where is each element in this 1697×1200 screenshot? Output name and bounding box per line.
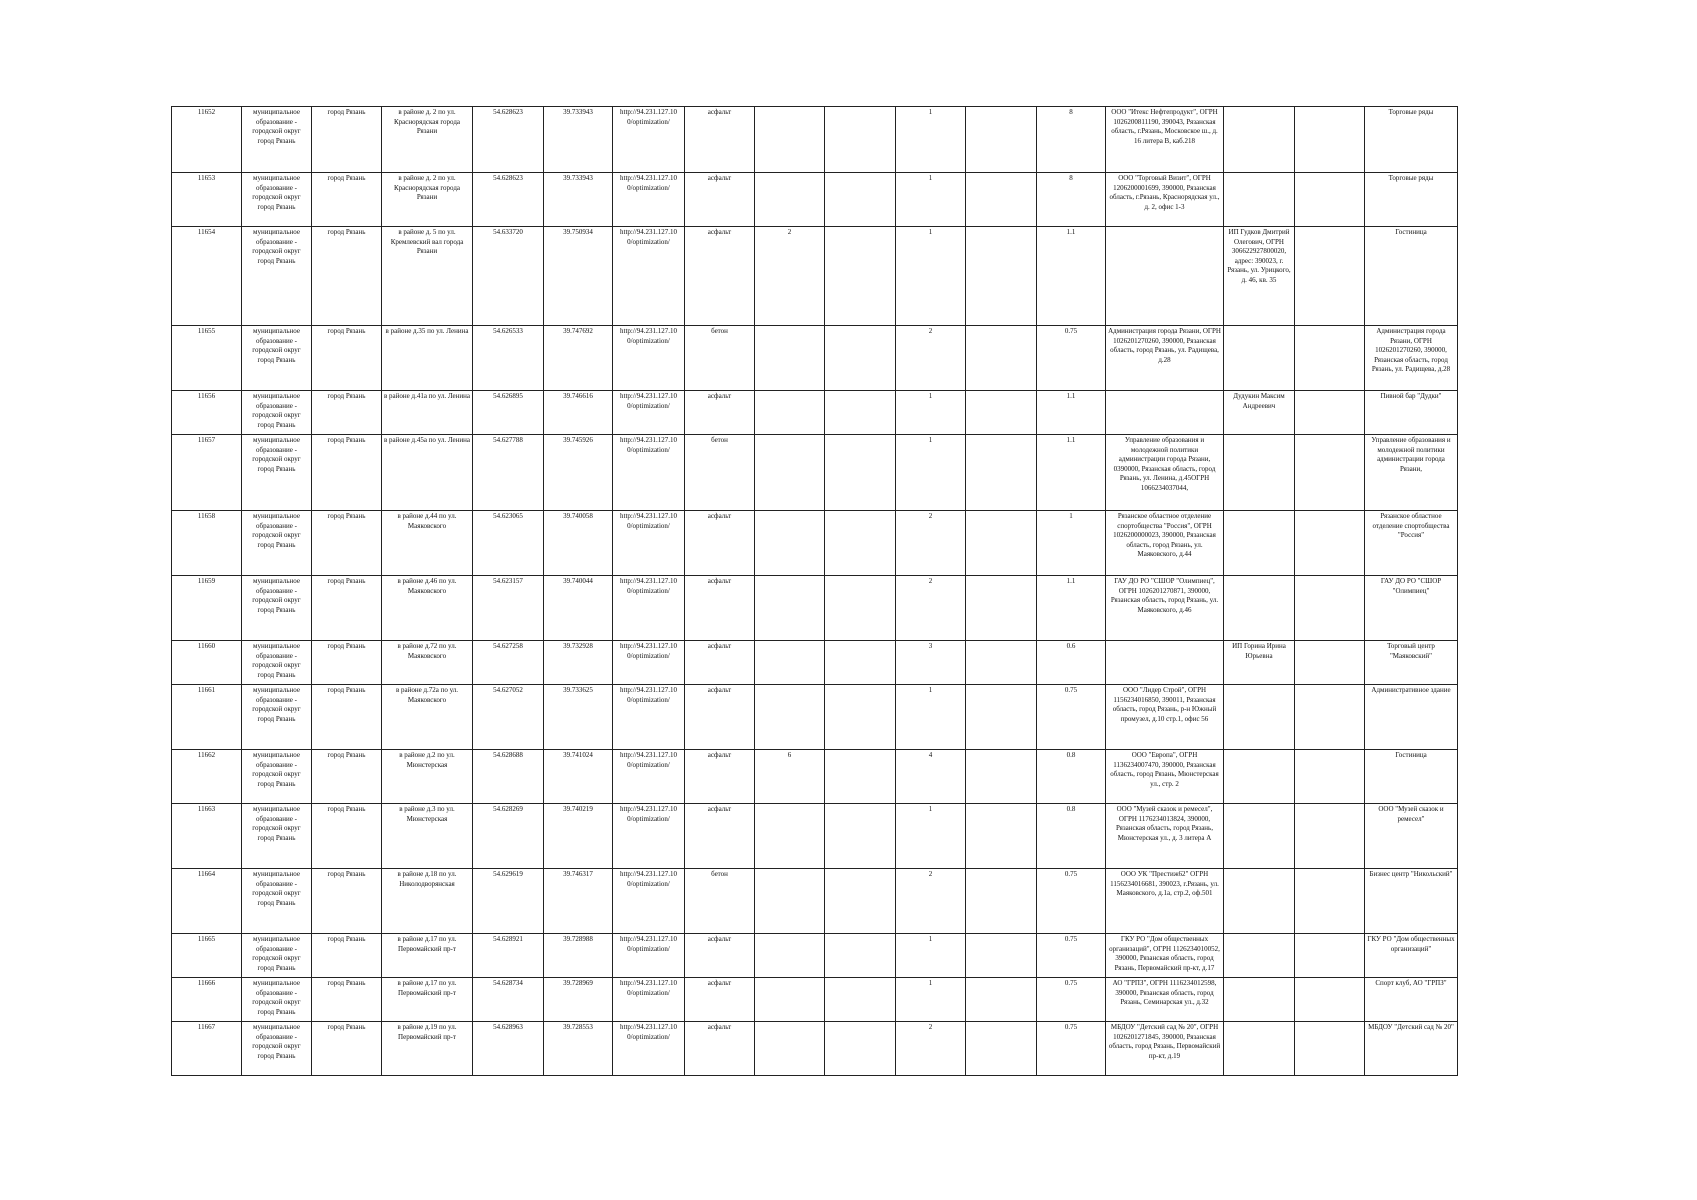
- cell-owner_ip: [1224, 978, 1295, 1022]
- cell-id: 11652: [172, 107, 242, 173]
- cell-settlement: город Рязань: [312, 1022, 382, 1076]
- cell-owner_ip: [1224, 934, 1295, 978]
- cell-c13: 8: [1037, 173, 1106, 227]
- cell-c10: [825, 978, 896, 1022]
- cell-owner_ip: [1224, 576, 1295, 641]
- cell-owner_ip: [1224, 511, 1295, 576]
- cell-c12: [966, 685, 1037, 750]
- cell-surface: асфальт: [685, 685, 755, 750]
- cell-lat: 54.628688: [473, 750, 544, 804]
- cell-id: 11665: [172, 934, 242, 978]
- cell-c11: 1: [896, 227, 966, 326]
- cell-surface: асфальт: [685, 173, 755, 227]
- cell-link: http://94.231.127.10 0/optimization/: [613, 227, 685, 326]
- cell-owner_org: ООО "Торговый Визит", ОГРН 1206200001699, 390000, Рязанская область, г.Рязань, Краснорядская ул., д. 2, офис 1-3: [1106, 173, 1224, 227]
- cell-link: http://94.231.127.10 0/optimization/: [613, 435, 685, 511]
- cell-c10: [825, 391, 896, 435]
- cell-c11: 2: [896, 326, 966, 391]
- cell-c16: [1295, 391, 1365, 435]
- table-row: [172, 869, 1458, 934]
- cell-c11: 3: [896, 641, 966, 685]
- cell-c13: 0.8: [1037, 804, 1106, 869]
- cell-c12: [966, 978, 1037, 1022]
- cell-c16: [1295, 511, 1365, 576]
- cell-lat: 54.628269: [473, 804, 544, 869]
- cell-lat: 54.629619: [473, 869, 544, 934]
- cell-c10: [825, 227, 896, 326]
- cell-address: в районе д.18 по ул. Николодворянская: [382, 869, 473, 934]
- cell-link: http://94.231.127.10 0/optimization/: [613, 326, 685, 391]
- cell-c11: 2: [896, 869, 966, 934]
- cell-settlement: город Рязань: [312, 750, 382, 804]
- cell-c16: [1295, 435, 1365, 511]
- cell-address: в районе д.19 по ул. Первомайский пр-т: [382, 1022, 473, 1076]
- cell-settlement: город Рязань: [312, 391, 382, 435]
- cell-link: http://94.231.127.10 0/optimization/: [613, 576, 685, 641]
- cell-id: 11657: [172, 435, 242, 511]
- cell-c10: [825, 685, 896, 750]
- cell-c9: [755, 511, 825, 576]
- cell-owner_ip: [1224, 1022, 1295, 1076]
- cell-municipality: муниципальное образование - городской округ город Рязань: [242, 576, 312, 641]
- cell-c12: [966, 869, 1037, 934]
- cell-owner_ip: Дудукин Максим Андреевич: [1224, 391, 1295, 435]
- cell-owner_org: Рязанское областное отделение спортобщества "Россия", ОГРН 1026200000023, 390000, Рязанская область, город Рязань, ул. Маяковского, д.44: [1106, 511, 1224, 576]
- cell-c9: [755, 641, 825, 685]
- cell-link: http://94.231.127.10 0/optimization/: [613, 511, 685, 576]
- cell-address: в районе д.3 по ул. Мюнстерская: [382, 804, 473, 869]
- cell-surface: асфальт: [685, 391, 755, 435]
- cell-municipality: муниципальное образование - городской округ город Рязань: [242, 326, 312, 391]
- cell-c16: [1295, 934, 1365, 978]
- cell-surface: асфальт: [685, 1022, 755, 1076]
- cell-owner_ip: [1224, 750, 1295, 804]
- cell-c9: 2: [755, 227, 825, 326]
- cell-settlement: город Рязань: [312, 227, 382, 326]
- cell-id: 11654: [172, 227, 242, 326]
- cell-municipality: муниципальное образование - городской округ город Рязань: [242, 391, 312, 435]
- cell-municipality: муниципальное образование - городской округ город Рязань: [242, 435, 312, 511]
- cell-owner_org: ООО УК "Престиж62" ОГРН 1156234016681, 390023, г.Рязань, ул. Маяковского, д.1а, стр.2, оф.501: [1106, 869, 1224, 934]
- cell-c11: 1: [896, 173, 966, 227]
- cell-c11: 1: [896, 978, 966, 1022]
- cell-surface: асфальт: [685, 511, 755, 576]
- cell-lon: 39.746317: [544, 869, 613, 934]
- cell-c9: [755, 978, 825, 1022]
- cell-object: Управление образования и молодежной политики администрации города Рязани,: [1365, 435, 1458, 511]
- cell-owner_ip: [1224, 435, 1295, 511]
- cell-c16: [1295, 326, 1365, 391]
- cell-c13: 0.6: [1037, 641, 1106, 685]
- table-row: [172, 1022, 1458, 1076]
- cell-link: http://94.231.127.10 0/optimization/: [613, 641, 685, 685]
- cell-owner_org: ООО "Европа", ОГРН 1136234007470, 390000, Рязанская область, город Рязань, Мюнстерская ул., стр. 2: [1106, 750, 1224, 804]
- cell-settlement: город Рязань: [312, 511, 382, 576]
- cell-id: 11660: [172, 641, 242, 685]
- cell-surface: асфальт: [685, 641, 755, 685]
- table-row: [172, 391, 1458, 435]
- cell-c9: [755, 326, 825, 391]
- cell-object: Пивной бар "Дудки": [1365, 391, 1458, 435]
- cell-owner_ip: ИП Горина Ирина Юрьевна: [1224, 641, 1295, 685]
- cell-municipality: муниципальное образование - городской округ город Рязань: [242, 641, 312, 685]
- cell-c13: 1.1: [1037, 227, 1106, 326]
- cell-link: http://94.231.127.10 0/optimization/: [613, 391, 685, 435]
- cell-c10: [825, 641, 896, 685]
- cell-c16: [1295, 641, 1365, 685]
- cell-c9: [755, 934, 825, 978]
- cell-id: 11656: [172, 391, 242, 435]
- cell-owner_ip: [1224, 869, 1295, 934]
- cell-lat: 54.628734: [473, 978, 544, 1022]
- cell-lon: 39.745926: [544, 435, 613, 511]
- cell-id: 11659: [172, 576, 242, 641]
- cell-owner_org: МБДОУ "Детский сад № 20", ОГРН 1026201271845, 390000, Рязанская область, город Рязань, Первомайский пр-кт, д.19: [1106, 1022, 1224, 1076]
- cell-link: http://94.231.127.10 0/optimization/: [613, 978, 685, 1022]
- cell-lat: 54.623157: [473, 576, 544, 641]
- cell-owner_ip: [1224, 326, 1295, 391]
- cell-address: в районе д.72 по ул. Маяковского: [382, 641, 473, 685]
- cell-c9: [755, 804, 825, 869]
- cell-id: 11667: [172, 1022, 242, 1076]
- cell-link: http://94.231.127.10 0/optimization/: [613, 173, 685, 227]
- cell-settlement: город Рязань: [312, 641, 382, 685]
- cell-municipality: муниципальное образование - городской округ город Рязань: [242, 934, 312, 978]
- cell-c10: [825, 435, 896, 511]
- cell-object: Гостиница: [1365, 227, 1458, 326]
- cell-lon: 39.733943: [544, 173, 613, 227]
- cell-lon: 39.746616: [544, 391, 613, 435]
- cell-surface: асфальт: [685, 107, 755, 173]
- cell-municipality: муниципальное образование - городской округ город Рязань: [242, 227, 312, 326]
- cell-settlement: город Рязань: [312, 173, 382, 227]
- cell-owner_org: ГАУ ДО РО "СШОР "Олимпиец", ОГРН 1026201270871, 390000, Рязанская область, город Рязань, ул. Маяковского, д.46: [1106, 576, 1224, 641]
- cell-c9: [755, 107, 825, 173]
- registry-table: [171, 106, 1458, 1076]
- cell-lon: 39.733625: [544, 685, 613, 750]
- cell-c12: [966, 576, 1037, 641]
- cell-c12: [966, 173, 1037, 227]
- table-row: [172, 435, 1458, 511]
- cell-owner_org: ООО "Итекс Нефтепродукт", ОГРН 1026200811190, 390043, Рязанская область, г.Рязань, Московское ш., д. 16 литера В, каб.218: [1106, 107, 1224, 173]
- cell-address: в районе д.35 по ул. Ленина: [382, 326, 473, 391]
- cell-c11: 1: [896, 804, 966, 869]
- cell-c12: [966, 750, 1037, 804]
- cell-surface: бетон: [685, 869, 755, 934]
- cell-lon: 39.732928: [544, 641, 613, 685]
- cell-owner_org: ООО "Музей сказок и ремесел", ОГРН 1176234013824, 390000, Рязанская область, город Рязань, Мюнстерская ул., д. 3 литера А: [1106, 804, 1224, 869]
- cell-c16: [1295, 1022, 1365, 1076]
- cell-owner_org: [1106, 641, 1224, 685]
- cell-c11: 2: [896, 576, 966, 641]
- cell-owner_ip: [1224, 107, 1295, 173]
- cell-id: 11662: [172, 750, 242, 804]
- cell-c16: [1295, 978, 1365, 1022]
- cell-c13: 0.75: [1037, 869, 1106, 934]
- cell-c13: 1.1: [1037, 576, 1106, 641]
- cell-owner_org: Администрация города Рязани, ОГРН 1026201270260, 390000, Рязанская область, город Рязань, ул. Радищева, д.28: [1106, 326, 1224, 391]
- cell-owner_ip: [1224, 685, 1295, 750]
- cell-lon: 39.747692: [544, 326, 613, 391]
- table-row: [172, 685, 1458, 750]
- cell-id: 11655: [172, 326, 242, 391]
- cell-c16: [1295, 804, 1365, 869]
- cell-address: в районе д.2 по ул. Мюнстерская: [382, 750, 473, 804]
- cell-c10: [825, 934, 896, 978]
- cell-municipality: муниципальное образование - городской округ город Рязань: [242, 750, 312, 804]
- cell-c11: 1: [896, 107, 966, 173]
- cell-c10: [825, 804, 896, 869]
- cell-lon: 39.728988: [544, 934, 613, 978]
- cell-settlement: город Рязань: [312, 685, 382, 750]
- cell-link: http://94.231.127.10 0/optimization/: [613, 934, 685, 978]
- cell-c11: 1: [896, 435, 966, 511]
- registry-sheet: [171, 106, 1457, 1076]
- cell-lat: 54.627788: [473, 435, 544, 511]
- cell-c10: [825, 869, 896, 934]
- cell-c16: [1295, 685, 1365, 750]
- cell-owner_org: ГКУ РО "Дом общественных организаций", ОГРН 1126234010052, 390000, Рязанская область, город Рязань, Первомайский пр-кт, д.17: [1106, 934, 1224, 978]
- cell-municipality: муниципальное образование - городской округ город Рязань: [242, 173, 312, 227]
- cell-owner_org: Управление образования и молодежной политики администрации города Рязани, 0390000, Рязанская область, город Рязань, ул. Ленина, д.45ОГРН 1066234037044,: [1106, 435, 1224, 511]
- cell-c13: 8: [1037, 107, 1106, 173]
- cell-surface: асфальт: [685, 804, 755, 869]
- cell-c9: [755, 173, 825, 227]
- cell-c13: 0.75: [1037, 1022, 1106, 1076]
- cell-object: ГАУ ДО РО "СШОР "Олимпиец": [1365, 576, 1458, 641]
- cell-owner_ip: [1224, 804, 1295, 869]
- cell-lon: 39.740044: [544, 576, 613, 641]
- cell-settlement: город Рязань: [312, 576, 382, 641]
- cell-c9: [755, 869, 825, 934]
- cell-c9: [755, 685, 825, 750]
- cell-c9: [755, 435, 825, 511]
- cell-object: Административное здание: [1365, 685, 1458, 750]
- cell-lat: 54.628623: [473, 107, 544, 173]
- cell-lat: 54.633720: [473, 227, 544, 326]
- cell-municipality: муниципальное образование - городской округ город Рязань: [242, 511, 312, 576]
- table-row: [172, 227, 1458, 326]
- cell-surface: бетон: [685, 435, 755, 511]
- table-row: [172, 107, 1458, 173]
- cell-object: МБДОУ "Детский сад № 20": [1365, 1022, 1458, 1076]
- cell-lon: 39.728969: [544, 978, 613, 1022]
- cell-c10: [825, 750, 896, 804]
- cell-c16: [1295, 227, 1365, 326]
- cell-surface: асфальт: [685, 227, 755, 326]
- cell-surface: асфальт: [685, 576, 755, 641]
- cell-municipality: муниципальное образование - городской округ город Рязань: [242, 107, 312, 173]
- cell-lat: 54.628623: [473, 173, 544, 227]
- cell-object: Спорт клуб, АО "ГРПЗ": [1365, 978, 1458, 1022]
- cell-object: Гостиница: [1365, 750, 1458, 804]
- table-row: [172, 978, 1458, 1022]
- cell-lat: 54.628921: [473, 934, 544, 978]
- cell-link: http://94.231.127.10 0/optimization/: [613, 685, 685, 750]
- cell-c12: [966, 435, 1037, 511]
- cell-municipality: муниципальное образование - городской округ город Рязань: [242, 869, 312, 934]
- cell-c16: [1295, 869, 1365, 934]
- cell-c11: 2: [896, 1022, 966, 1076]
- cell-c11: 1: [896, 685, 966, 750]
- cell-c13: 0.75: [1037, 326, 1106, 391]
- table-body: [172, 107, 1458, 1076]
- cell-c12: [966, 1022, 1037, 1076]
- cell-municipality: муниципальное образование - городской округ город Рязань: [242, 1022, 312, 1076]
- cell-c12: [966, 641, 1037, 685]
- cell-c11: 1: [896, 934, 966, 978]
- cell-lon: 39.740219: [544, 804, 613, 869]
- table-row: [172, 511, 1458, 576]
- cell-c10: [825, 1022, 896, 1076]
- cell-c12: [966, 391, 1037, 435]
- cell-c13: 0.75: [1037, 685, 1106, 750]
- cell-c13: 0.8: [1037, 750, 1106, 804]
- cell-lon: 39.741024: [544, 750, 613, 804]
- cell-settlement: город Рязань: [312, 107, 382, 173]
- table-row: [172, 326, 1458, 391]
- cell-address: в районе д.17 по ул. Первомайский пр-т: [382, 978, 473, 1022]
- cell-id: 11666: [172, 978, 242, 1022]
- cell-object: Рязанское областное отделение спортобщества "Россия": [1365, 511, 1458, 576]
- cell-link: http://94.231.127.10 0/optimization/: [613, 107, 685, 173]
- cell-surface: асфальт: [685, 934, 755, 978]
- cell-address: в районе д.46 по ул. Маяковского: [382, 576, 473, 641]
- cell-object: Бизнес центр "Никольский": [1365, 869, 1458, 934]
- cell-c9: [755, 391, 825, 435]
- cell-lat: 54.627052: [473, 685, 544, 750]
- cell-surface: бетон: [685, 326, 755, 391]
- cell-address: в районе д. 2 по ул. Краснорядская города Рязани: [382, 173, 473, 227]
- cell-settlement: город Рязань: [312, 804, 382, 869]
- table-row: [172, 576, 1458, 641]
- cell-c13: 1.1: [1037, 391, 1106, 435]
- cell-lon: 39.728553: [544, 1022, 613, 1076]
- cell-object: Торговые ряды: [1365, 173, 1458, 227]
- cell-c9: 6: [755, 750, 825, 804]
- cell-settlement: город Рязань: [312, 934, 382, 978]
- cell-object: ООО "Музей сказок и ремесел": [1365, 804, 1458, 869]
- cell-settlement: город Рязань: [312, 435, 382, 511]
- cell-link: http://94.231.127.10 0/optimization/: [613, 1022, 685, 1076]
- table-row: [172, 641, 1458, 685]
- cell-c10: [825, 576, 896, 641]
- cell-id: 11664: [172, 869, 242, 934]
- cell-municipality: муниципальное образование - городской округ город Рязань: [242, 978, 312, 1022]
- cell-link: http://94.231.127.10 0/optimization/: [613, 869, 685, 934]
- cell-lat: 54.626533: [473, 326, 544, 391]
- cell-lat: 54.623065: [473, 511, 544, 576]
- cell-address: в районе д.45а по ул. Ленина: [382, 435, 473, 511]
- cell-lat: 54.627258: [473, 641, 544, 685]
- cell-link: http://94.231.127.10 0/optimization/: [613, 804, 685, 869]
- cell-address: в районе д.17 по ул. Первомайский пр-т: [382, 934, 473, 978]
- cell-municipality: муниципальное образование - городской округ город Рязань: [242, 685, 312, 750]
- cell-id: 11661: [172, 685, 242, 750]
- cell-lon: 39.733943: [544, 107, 613, 173]
- cell-c12: [966, 107, 1037, 173]
- table-row: [172, 750, 1458, 804]
- cell-c10: [825, 107, 896, 173]
- cell-c13: 0.75: [1037, 978, 1106, 1022]
- cell-object: Торговые ряды: [1365, 107, 1458, 173]
- cell-c12: [966, 326, 1037, 391]
- cell-c11: 1: [896, 391, 966, 435]
- cell-c9: [755, 576, 825, 641]
- cell-lon: 39.750934: [544, 227, 613, 326]
- cell-c13: 1: [1037, 511, 1106, 576]
- cell-settlement: город Рязань: [312, 978, 382, 1022]
- cell-c11: 2: [896, 511, 966, 576]
- cell-c13: 1.1: [1037, 435, 1106, 511]
- cell-c13: 0.75: [1037, 934, 1106, 978]
- cell-owner_ip: [1224, 173, 1295, 227]
- cell-address: в районе д. 2 по ул. Краснорядская города Рязани: [382, 107, 473, 173]
- cell-owner_org: ООО "Лидер Строй", ОГРН 1156234016850, 390011, Рязанская область, город Рязань, р-н Южный промузел, д.10 стр.1, офис 56: [1106, 685, 1224, 750]
- cell-lat: 54.626895: [473, 391, 544, 435]
- table-row: [172, 173, 1458, 227]
- cell-c16: [1295, 576, 1365, 641]
- cell-c10: [825, 511, 896, 576]
- cell-object: Торговый центр "Маяковский": [1365, 641, 1458, 685]
- cell-address: в районе д.41а по ул. Ленина: [382, 391, 473, 435]
- cell-link: http://94.231.127.10 0/optimization/: [613, 750, 685, 804]
- cell-c16: [1295, 750, 1365, 804]
- cell-owner_org: [1106, 227, 1224, 326]
- cell-lat: 54.628963: [473, 1022, 544, 1076]
- cell-address: в районе д.72а по ул. Маяковского: [382, 685, 473, 750]
- cell-address: в районе д. 5 по ул. Кремлевский вал города Рязани: [382, 227, 473, 326]
- cell-c12: [966, 511, 1037, 576]
- cell-settlement: город Рязань: [312, 869, 382, 934]
- cell-id: 11658: [172, 511, 242, 576]
- cell-owner_org: [1106, 391, 1224, 435]
- cell-c11: 4: [896, 750, 966, 804]
- cell-id: 11663: [172, 804, 242, 869]
- cell-c10: [825, 326, 896, 391]
- cell-c12: [966, 934, 1037, 978]
- cell-object: ГКУ РО "Дом общественных организаций": [1365, 934, 1458, 978]
- cell-c12: [966, 227, 1037, 326]
- cell-c16: [1295, 173, 1365, 227]
- cell-owner_org: АО "ГРПЗ", ОГРН 1116234012598, 390000, Рязанская область, город Рязань, Семинарская ул., д.32: [1106, 978, 1224, 1022]
- cell-surface: асфальт: [685, 978, 755, 1022]
- cell-c10: [825, 173, 896, 227]
- cell-object: Администрация города Рязани, ОГРН 1026201270260, 390000, Рязанская область, город Рязань, ул. Радищева, д.28: [1365, 326, 1458, 391]
- table-row: [172, 934, 1458, 978]
- cell-surface: асфальт: [685, 750, 755, 804]
- cell-settlement: город Рязань: [312, 326, 382, 391]
- cell-owner_ip: ИП Гудков Дмитрий Олегович, ОГРН 306622927800020, адрес: 390023, г. Рязань, ул. Урицкого, д. 46, кв. 35: [1224, 227, 1295, 326]
- cell-c12: [966, 804, 1037, 869]
- cell-municipality: муниципальное образование - городской округ город Рязань: [242, 804, 312, 869]
- cell-c16: [1295, 107, 1365, 173]
- cell-address: в районе д.44 по ул. Маяковского: [382, 511, 473, 576]
- cell-c9: [755, 1022, 825, 1076]
- table-row: [172, 804, 1458, 869]
- cell-lon: 39.740058: [544, 511, 613, 576]
- cell-id: 11653: [172, 173, 242, 227]
